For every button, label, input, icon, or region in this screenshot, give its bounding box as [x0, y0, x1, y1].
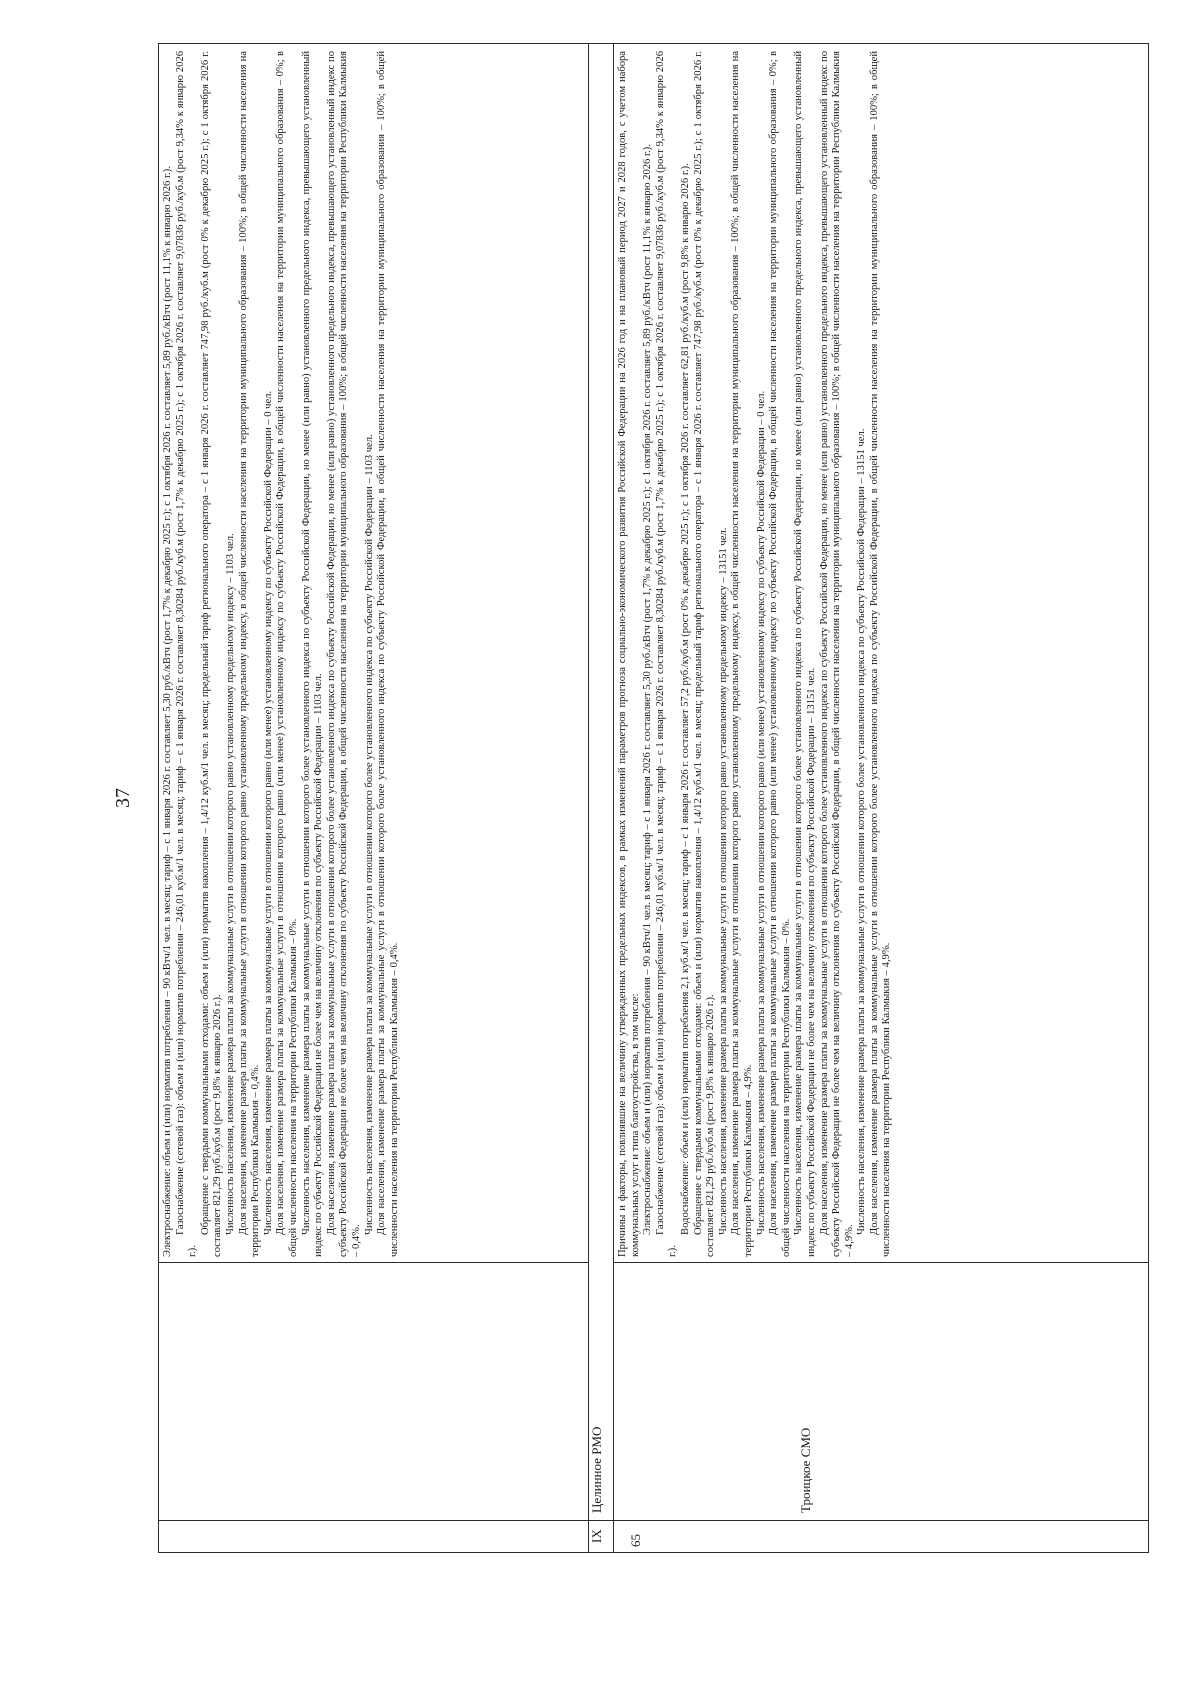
- table: [158, 43, 1150, 1553]
- row-code: 65: [628, 1534, 643, 1547]
- paragraph: Доля населения, изменение размера платы за коммунальные услуги в отношении которого более установленного индекса по субъекту Российской Федерации, в общей численности населения на территории муниципального образования – 100%; в общей численности населения на территории Республики Калмыкия – 0,4%.: [376, 51, 400, 1257]
- paragraph: Численность населения, изменение размера платы за коммунальные услуги в отношении которого более установленного индекса по субъекту Российской Федерации, но менее (или равно) установленного предельного индекса, превышающего установленный индекс по субъекту Российской Федерации не более чем на величину отклонения по субъекту Российской Федерации – 1103 чел.: [300, 51, 325, 1257]
- paragraph: Доля населения, изменение размера платы за коммунальные услуги в отношении которого равно (или менее) установленному индексу по субъекту Российской Федерации, в общей численности населения на территории муниципального образования – 0%; в общей численности населения на территории Республики Калмыкия – 0%.: [275, 51, 299, 1257]
- table-border-bottom: [1148, 43, 1149, 1553]
- column-divider: [613, 1262, 1148, 1263]
- row-description: [617, 51, 1145, 1257]
- column-divider: [158, 1262, 588, 1263]
- paragraph: Численность населения, изменение размера платы за коммунальные услуги в отношении которого равно (или менее) установленному индексу по субъекту Российской Федерации – 0 чел.: [755, 390, 767, 1235]
- paragraph: Причины и факторы, повлиявшие на величину утвержденных предельных индексов, в рамках изменений параметров прогноза социально-экономического развития Российской Федерации на 2026 год и на плановый период 2027 и 2028 годов, с учетом набора коммунальных услуг и типа благоустройства, в том числе:: [617, 51, 641, 1257]
- paragraph: Численность населения, изменение размера платы за коммунальные услуги в отношении которого равно установленному предельному индексу – 13151 чел.: [717, 527, 729, 1235]
- row-description: [162, 51, 586, 1257]
- paragraph: Газоснабжение (сетевой газ): объем и (или) норматив потребления – 246,01 куб.м/1 чел. в месяц; тариф – с 1 января 2026 г. составляет 8,30284 руб./куб.м (рост 1,7% к декабрю 2025 г.); с 1 октября 2026 г. составляет 9,07836 руб./куб.м (рост 9,34% к январю 2026 г.).: [654, 51, 679, 1257]
- paragraph: Численность населения, изменение размера платы за коммунальные услуги в отношении которого более установленного индекса по субъекту Российской Федерации – 13151 чел.: [856, 428, 868, 1235]
- row-name: Троицкое СМО: [798, 1427, 813, 1513]
- paragraph: Численность населения, изменение размера платы за коммунальные услуги в отношении которого более установленного индекса по субъекту Российской Федерации, но менее (или равно) установленного предельного индекса, превышающего установленный индекс по субъекту Российской Федерации не более чем на величину отклонения по субъекту Российской Федерации – 13151 чел.: [793, 51, 817, 1257]
- paragraph: Доля населения, изменение размера платы за коммунальные услуги в отношении которого более установленного индекса по субъекту Российской Федерации, но менее (или равно) установленного предельного индекса, превышающего установленный индекс по субъекту Российской Федерации не более чем на величину отклонения по субъекту Российской Федерации, в общей численности населения на территории муниципального образования – 100%; в общей численности населения на территории Республики Калмыкия – 4,9%.: [818, 51, 855, 1257]
- paragraph: Доля населения, изменение размера платы за коммунальные услуги в отношении которого равно (или менее) установленному индексу по субъекту Российской Федерации, в общей численности населения на территории муниципального образования – 0%; в общей численности населения на территории Республики Калмыкия – 0%.: [768, 51, 792, 1257]
- paragraph: Электроснабжение: объем и (или) норматив потребления – 90 кВтч/1 чел. в месяц; тариф – с 1 января 2026 г. составляет 5,30 руб./кВтч (рост 1,7% к декабрю 2025 г.); с 1 октября 2026 г. составляет 5,89 руб./кВтч (рост 11,1% к январю 2026 г.).: [642, 144, 654, 1235]
- paragraph: Доля населения, изменение размера платы за коммунальные услуги в отношении которого более установленного индекса по субъекту Российской Федерации, в общей численности населения на территории муниципального образования – 100%; в общей численности населения на территории Республики Калмыкия – 4,9%.: [868, 51, 893, 1257]
- rotated-table-page: [110, 43, 1150, 1553]
- paragraph: Обращение с твердыми коммунальными отходами: объем и (или) норматив накопления – 1,4/12 куб.м/1 чел. в месяц; предельный тариф регионального оператора – с 1 января 2026 г. составляет 747,98 руб./куб.м (рост 0% к декабрю 2025 г.); с 1 октября 2026 г. составляет 821,29 руб./куб.м (рост 9,8% к январю 2026 г.).: [199, 51, 224, 1257]
- paragraph: Электроснабжение: объем и (или) норматив потребления – 90 кВтч/1 чел. в месяц; тариф – с 1 января 2026 г. составляет 5,30 руб./кВтч (рост 1,7% к декабрю 2025 г.); с 1 октября 2026 г. составляет 5,89 руб./кВтч (рост 11,1% к январю 2026 г.).: [162, 166, 173, 1257]
- paragraph: Газоснабжение (сетевой газ): объем и (или) норматив потребления – 246,01 куб.м/1 чел. в месяц; тариф – с 1 января 2026 г. составляет 8,30284 руб./куб.м (рост 1,7% к декабрю 2025 г.); с 1 октября 2026 г. составляет 9,07836 руб./куб.м (рост 9,34% к январю 2026 г.).: [174, 51, 199, 1257]
- paragraph: Численность населения, изменение размера платы за коммунальные услуги в отношении которого равно установленному предельному индексу – 1103 чел.: [224, 533, 236, 1235]
- page-number: 37: [112, 788, 134, 808]
- column-divider: [158, 1520, 1148, 1521]
- row-divider: [613, 43, 614, 1553]
- row-code: IX: [589, 1529, 604, 1543]
- table-border-right: [158, 43, 1148, 44]
- row-divider: [588, 43, 589, 1553]
- paragraph: Доля населения, изменение размера платы за коммунальные услуги в отношении которого равно установленному предельному индексу, в общей численности населения на территории муниципального образования – 100%; в общей численности населения на территории Республики Калмыкия – 0,4%.: [237, 51, 262, 1257]
- paragraph: Доля населения, изменение размера платы за коммунальные услуги в отношении которого равно установленному предельному индексу, в общей численности населения на территории муниципального образования – 100%; в общей численности населения на территории Республики Калмыкия – 4,9%.: [730, 51, 754, 1257]
- paragraph: Обращение с твердыми коммунальными отходами: объем и (или) норматив накопления – 1,4/12 куб.м/1 чел. в месяц; предельный тариф регионального оператора – с 1 января 2026 г. составляет 747,98 руб./куб.м (рост 0% к декабрю 2025 г.); с 1 октября 2026 г. составляет 821,29 руб./куб.м (рост 9,8% к январю 2026 г.).: [692, 51, 717, 1257]
- paragraph: Численность населения, изменение размера платы за коммунальные услуги в отношении которого равно (или менее) установленному индексу по субъекту Российской Федерации – 0 чел.: [262, 390, 274, 1235]
- paragraph: Водоснабжение: объем и (или) норматив потребления 2,1 куб.м/1 чел. в месяц; тариф – с 1 января 2026 г. составляет 57,2 руб./куб.м (рост 0% к декабрю 2025 г.); с 1 октября 2026 г. составляет 62,81 руб./куб.м (рост 9,8% к январю 2026 г.).: [679, 163, 691, 1235]
- table-border-top: [158, 43, 159, 1553]
- row-name: Целинное РМО: [589, 1426, 604, 1513]
- paragraph: Численность населения, изменение размера платы за коммунальные услуги в отношении которого более установленного индекса по субъекту Российской Федерации – 1103 чел.: [363, 434, 375, 1235]
- table-border-left: [158, 1552, 1148, 1553]
- paragraph: Доля населения, изменение размера платы за коммунальные услуги в отношении которого более установленного индекса по субъекту Российской Федерации, но менее (или равно) установленного предельного индекса, превышающего установленный индекс по субъекту Российской Федерации не более чем на величину отклонения по субъекту Российской Федерации, в общей численности населения на территории муниципального образования – 100%; в общей численности населения на территории Республики Калмыкия – 0,4%.: [325, 51, 362, 1257]
